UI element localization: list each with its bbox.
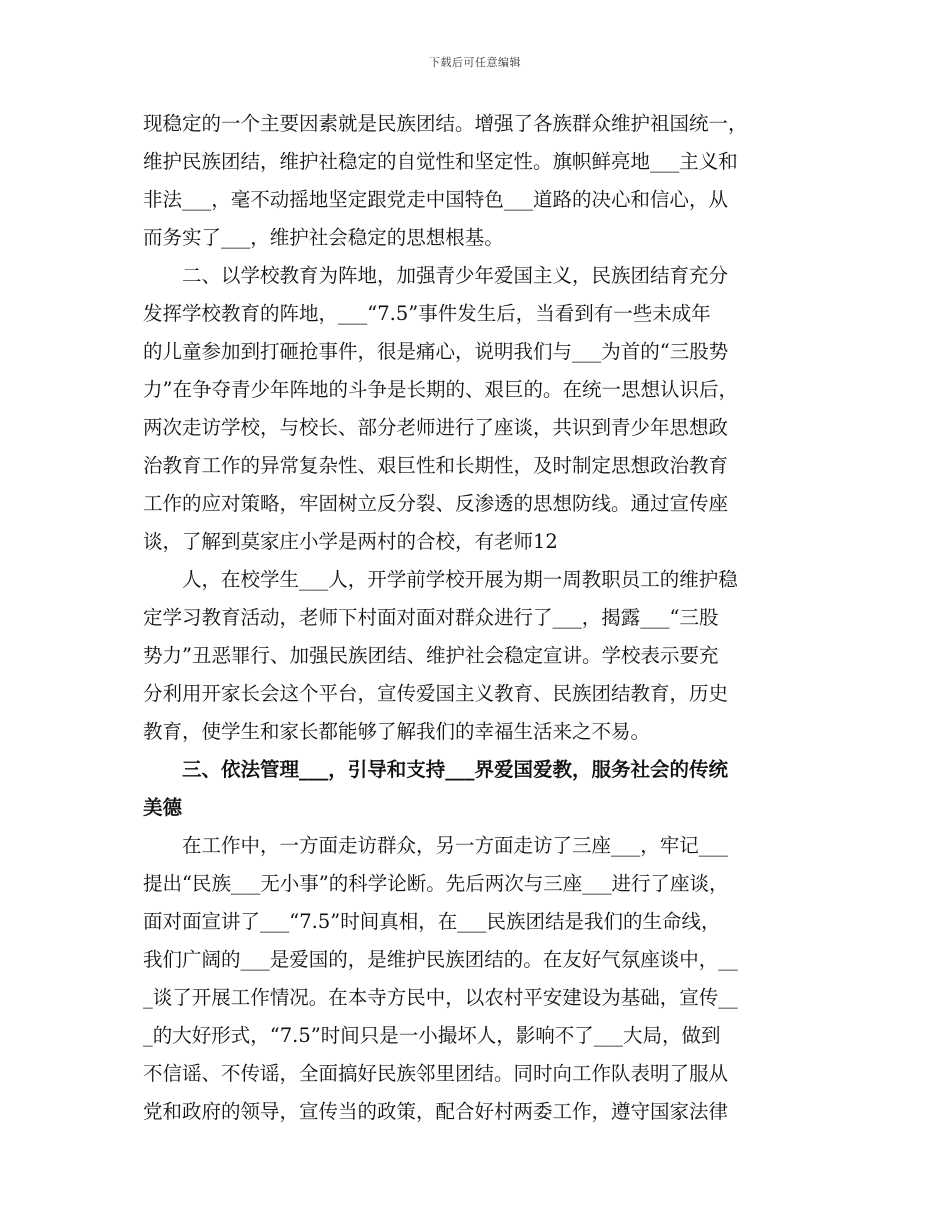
body-line: 势力”丑恶罪行、加强民族团结、维护社会稳定宣讲。学校表示要充 bbox=[143, 644, 719, 667]
page-header: 下载后可任意编辑 bbox=[429, 56, 521, 69]
body-line: _谈了开展工作情况。在本寺方民中，以农村平安建设为基础，宣传__ bbox=[143, 986, 738, 1009]
body-line: 在工作中，一方面走访群众，另一方面走访了三座___，牢记___ bbox=[143, 834, 729, 857]
body-line: 工作的应对策略，牢固树立反分裂、反渗透的思想防线。通过宣传座 bbox=[143, 492, 729, 515]
body-line: _的大好形式，“7.5”时间只是一小撮坏人，影响不了___大局，做到 bbox=[143, 1024, 721, 1047]
body-line: 两次走访学校，与校长、部分老师进行了座谈，共识到青少年思想政 bbox=[143, 416, 729, 439]
body-line: 提出“民族___无小事”的科学论断。先后两次与三座___进行了座谈， bbox=[143, 872, 729, 895]
body-line: 的儿童参加到打砸抢事件，很是痛心，说明我们与___为首的“三股势 bbox=[143, 340, 729, 363]
body-line: 非法___，毫不动摇地坚定跟党走中国特色___道路的决心和信心，从 bbox=[143, 188, 729, 211]
body-line: 我们广阔的___是爱国的，是维护民族团结的。在友好气氛座谈中，__ bbox=[143, 948, 738, 971]
body-line: 面对面宣讲了___“7.5”时间真相，在___民族团结是我们的生命线， bbox=[143, 910, 721, 933]
body-line: 二、以学校教育为阵地，加强青少年爱国主义，民族团结育充分 bbox=[143, 264, 729, 287]
body-line: 而务实了___，维护社会稳定的思想根基。 bbox=[143, 226, 504, 249]
body-line: 发挥学校教育的阵地，___“7.5”事件发生后，当看到有一些未成年 bbox=[143, 302, 711, 325]
body-line: 力”在争夺青少年阵地的斗争是长期的、艰巨的。在统一思想认识后， bbox=[143, 378, 738, 401]
section-heading-cont: 美德 bbox=[143, 796, 183, 819]
body-line: 谈，了解到莫家庄小学是两村的合校，有老师12 bbox=[143, 530, 558, 553]
body-line: 定学习教育活动，老师下村面对面对群众进行了___，揭露___“三股 bbox=[143, 606, 719, 629]
section-heading: 三、依法管理___，引导和支持___界爱国爱教，服务社会的传统 bbox=[143, 758, 729, 781]
body-line: 人，在校学生___人，开学前学校开展为期一周教职员工的维护稳 bbox=[143, 568, 738, 591]
body-line: 不信谣、不传谣，全面搞好民族邻里团结。同时向工作队表明了服从 bbox=[143, 1062, 729, 1085]
body-line: 分利用开家长会这个平台，宣传爱国主义教育、民族团结教育，历史 bbox=[143, 682, 729, 705]
body-line: 党和政府的领导，宣传当的政策，配合好村两委工作，遵守国家法律 bbox=[143, 1100, 729, 1123]
body-line: 治教育工作的异常复杂性、艰巨性和长期性，及时制定思想政治教育 bbox=[143, 454, 729, 477]
body-line: 教育，使学生和家长都能够了解我们的幸福生活来之不易。 bbox=[143, 720, 651, 743]
body-line: 维护民族团结，维护社稳定的自觉性和坚定性。旗帜鲜亮地___主义和 bbox=[143, 150, 738, 173]
body-line: 现稳定的一个主要因素就是民族团结。增强了各族群众维护祖国统一， bbox=[143, 112, 748, 135]
